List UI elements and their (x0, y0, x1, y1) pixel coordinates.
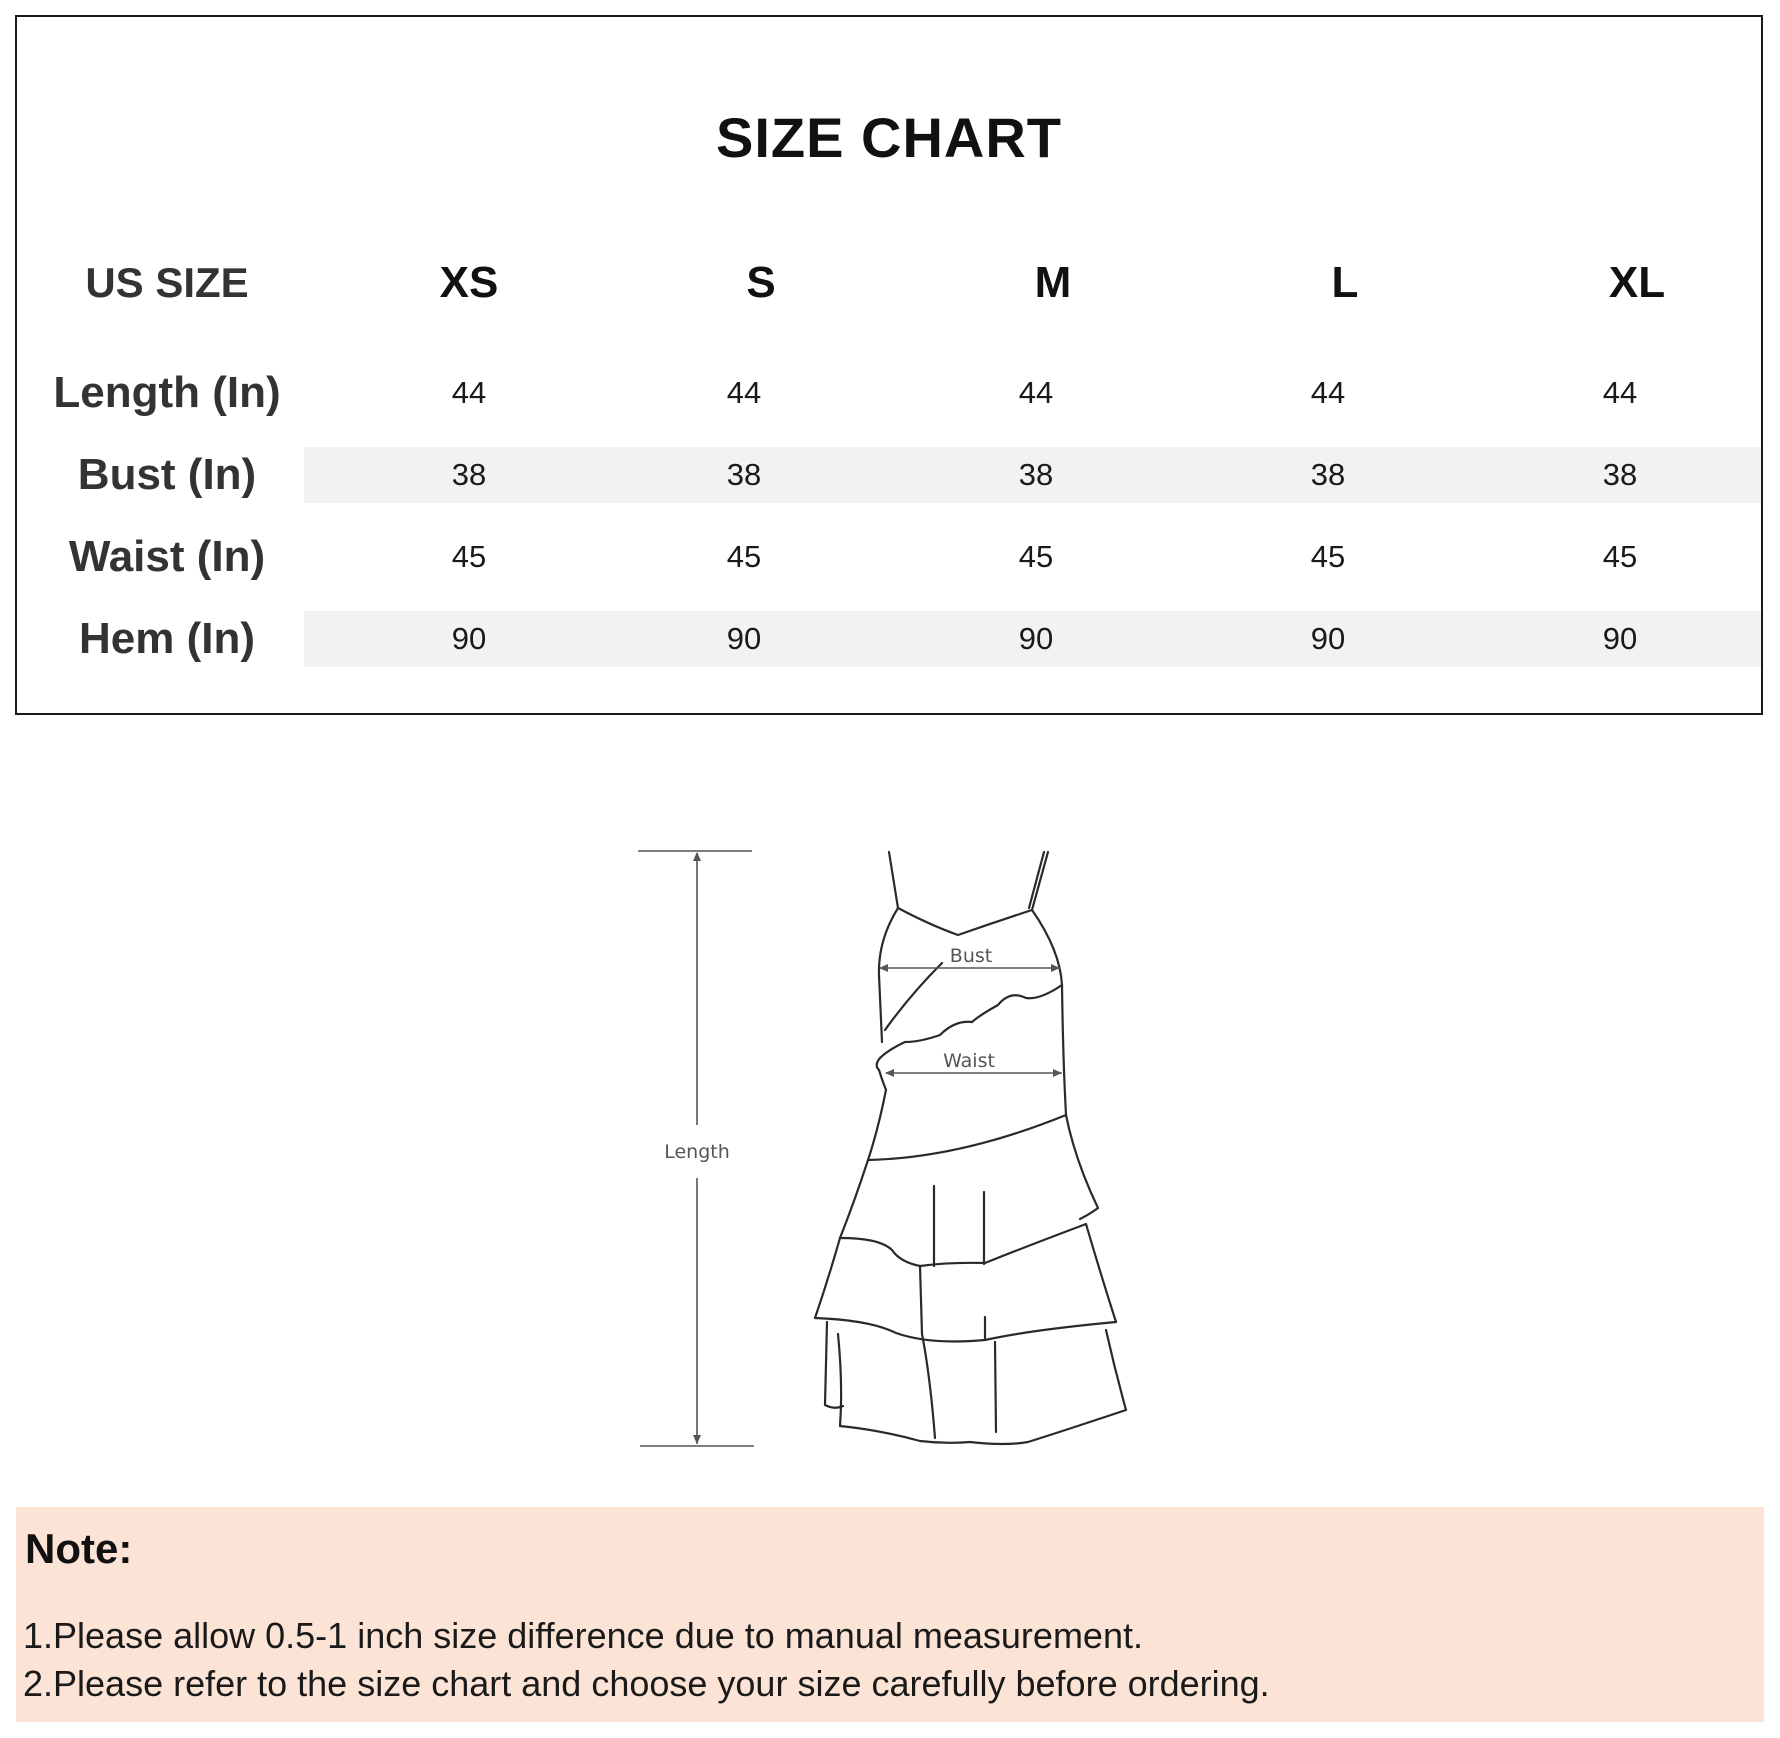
table-row-hem (17, 611, 1761, 667)
row-label: Bust (In) (77, 450, 257, 499)
cell-value: 44 (1310, 375, 1346, 410)
cell-value: 45 (1310, 539, 1346, 574)
cell-value: 45 (451, 539, 487, 574)
size-header-row (17, 255, 1761, 311)
row-label: Length (In) (53, 368, 281, 417)
waist-label: Waist (943, 1050, 995, 1072)
bust-label: Bust (949, 945, 993, 967)
cell-value: 38 (1310, 457, 1346, 492)
us-size-label: US SIZE (85, 259, 249, 306)
size-l: L (1331, 258, 1359, 307)
size-s: S (746, 258, 776, 307)
cell-value: 38 (1602, 457, 1638, 492)
cell-value: 38 (451, 457, 487, 492)
cell-value: 90 (726, 621, 762, 656)
note-line-2: 2.Please refer to the size chart and choose your size carefully before ordering. (23, 1663, 1270, 1704)
chart-title: SIZE CHART (716, 106, 1062, 169)
size-xs: XS (439, 258, 499, 307)
note-panel (16, 1507, 1764, 1722)
table-row-bust (17, 447, 1761, 503)
dress-measurement-diagram (600, 830, 1160, 1450)
table-row-waist (17, 529, 1761, 585)
cell-value: 90 (1310, 621, 1346, 656)
row-label: Waist (In) (68, 532, 266, 581)
cell-value: 44 (726, 375, 762, 410)
length-label: Length (664, 1141, 730, 1163)
cell-value: 90 (1602, 621, 1638, 656)
row-label: Hem (In) (79, 614, 255, 663)
cell-value: 38 (726, 457, 762, 492)
cell-value: 44 (1018, 375, 1054, 410)
note-title: Note: (25, 1525, 133, 1572)
size-chart-table (15, 15, 1763, 715)
note-line-1: 1.Please allow 0.5-1 inch size difference due to manual measurement. (23, 1615, 1143, 1656)
cell-value: 45 (1018, 539, 1054, 574)
dress-outline (815, 852, 1126, 1444)
size-xl: XL (1608, 258, 1666, 307)
cell-value: 90 (1018, 621, 1054, 656)
size-m: M (1034, 258, 1072, 307)
cell-value: 38 (1018, 457, 1054, 492)
cell-value: 45 (1602, 539, 1638, 574)
cell-value: 90 (451, 621, 487, 656)
cell-value: 44 (1602, 375, 1638, 410)
cell-value: 44 (451, 375, 487, 410)
table-row-length (17, 365, 1761, 421)
cell-value: 45 (726, 539, 762, 574)
